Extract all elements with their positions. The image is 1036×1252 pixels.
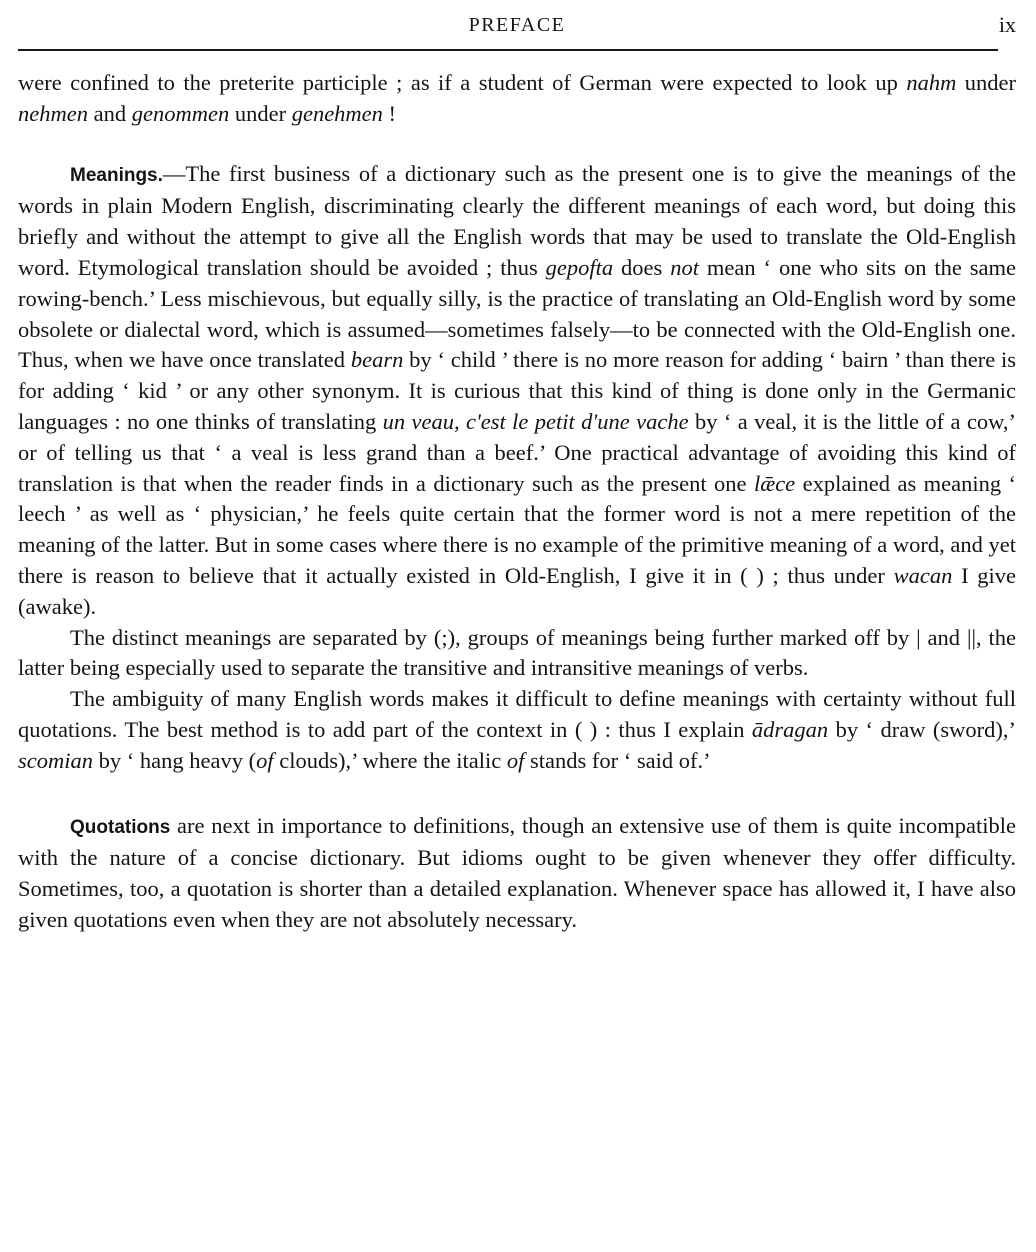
italic-term: not bbox=[670, 254, 699, 280]
text-run: explained as meaning ‘ leech ’ as well as ‘ physician,’ he feels quite certain that the former word is not a mere repetition of the meaning of the latter. But in some cases where there is no example of the primitive meaning of a word, and yet there is reason to believe that it actually existed in Old-English, I give it in ( ) ; thus under bbox=[18, 470, 1016, 588]
section-heading-meanings: Meanings. bbox=[70, 164, 163, 186]
italic-term: genommen bbox=[131, 100, 230, 126]
page-header bbox=[18, 8, 1016, 48]
text-run: by ‘ child ’ there is no more reason for adding ‘ bairn ’ than there is for adding ‘ kid ’ or any other synonym. It is curious that this kind of thing is done only in the Germanic languages : no one thinks of translating bbox=[18, 347, 1016, 434]
ambiguity-paragraph bbox=[18, 684, 1016, 776]
text-run: stands for ‘ said of.’ bbox=[524, 747, 711, 773]
separators-paragraph: The distinct meanings are separated by (;), groups of meanings being further marked off by | and ||, the latter being especially used to separate the transitive and intransitive meanings of verbs. bbox=[18, 624, 1016, 681]
section-heading-quotations: Quotations bbox=[70, 816, 171, 838]
text-run: by ‘ draw (sword),’ bbox=[828, 716, 1017, 742]
text-run: by ‘ hang heavy ( bbox=[93, 747, 257, 773]
text-run: by ‘ a veal, it is the little of a cow,’ or of telling us that ‘ a veal is less grand than a beef.’ One practical advantage of avoiding this kind of translation is that when the reader finds in a dictionary such as the present one bbox=[18, 408, 1016, 496]
italic-term: wacan bbox=[893, 562, 953, 588]
text-run: The ambiguity of many English words makes it difficult to define meanings with certainty without full quotations. The best method is to add part of the context in ( ) : thus I explain bbox=[18, 686, 1016, 742]
italic-term: genehmen bbox=[291, 100, 383, 126]
italic-term: nehmen bbox=[18, 100, 88, 126]
text-run: clouds),’ where the italic bbox=[273, 747, 507, 773]
italic-term: un veau, c'est le petit d'une vache bbox=[382, 408, 689, 434]
text-run: mean ‘ one who sits on the same rowing-bench.’ Less mischievous, but equally silly, is the practice of translating an Old-English word by some obsolete or dialectal word, which is assumed—sometimes falsely—to be connected with the Old-English one. Thus, when we have once translated bbox=[18, 254, 1017, 373]
italic-term: of bbox=[256, 747, 274, 773]
text-run: under bbox=[956, 70, 1017, 95]
text-run: were confined to the preterite participle ; as if a student of German were expected to look up bbox=[18, 70, 907, 95]
italic-term: of bbox=[506, 747, 525, 773]
page-number: ix bbox=[998, 12, 1016, 37]
italic-term: scomian bbox=[18, 747, 93, 773]
text-run: —The first business of a dictionary such as the present one is to give the meanings of the words in plain Modern English, discriminating clearly the different meanings of each word, but doing this briefly and without the attempt to give all the English words that may be used to translate the Old-English word. Etymological translation should be avoided ; thus bbox=[18, 160, 1016, 280]
quotations-paragraph bbox=[18, 811, 1016, 936]
meanings-paragraph bbox=[18, 159, 1016, 623]
italic-term: nahm bbox=[906, 70, 957, 95]
text-run: are next in importance to definitions, though an extensive use of them is quite incompatible with the nature of a concise dictionary. But idioms ought to be given whenever they offer difficulty. Sometimes, too, a quotation is shorter than a detailed explanation. Whenever space has allowed it, I have also given quotations even when they are not absolutely necessary. bbox=[18, 812, 1016, 932]
text-run: I give (awake). bbox=[18, 562, 1016, 619]
italic-term: lǣce bbox=[753, 470, 796, 496]
header-rule bbox=[18, 49, 998, 51]
italic-term: bearn bbox=[350, 347, 404, 373]
italic-term: ādragan bbox=[751, 716, 829, 742]
italic-term: gepofta bbox=[545, 254, 614, 280]
text-run: under bbox=[229, 100, 292, 126]
running-title: PREFACE bbox=[468, 14, 566, 36]
text-run: and bbox=[87, 100, 132, 126]
body-text bbox=[18, 68, 1016, 936]
text-run: does bbox=[613, 254, 671, 280]
continued-paragraph bbox=[18, 68, 1016, 130]
text-run: ! bbox=[382, 100, 397, 126]
